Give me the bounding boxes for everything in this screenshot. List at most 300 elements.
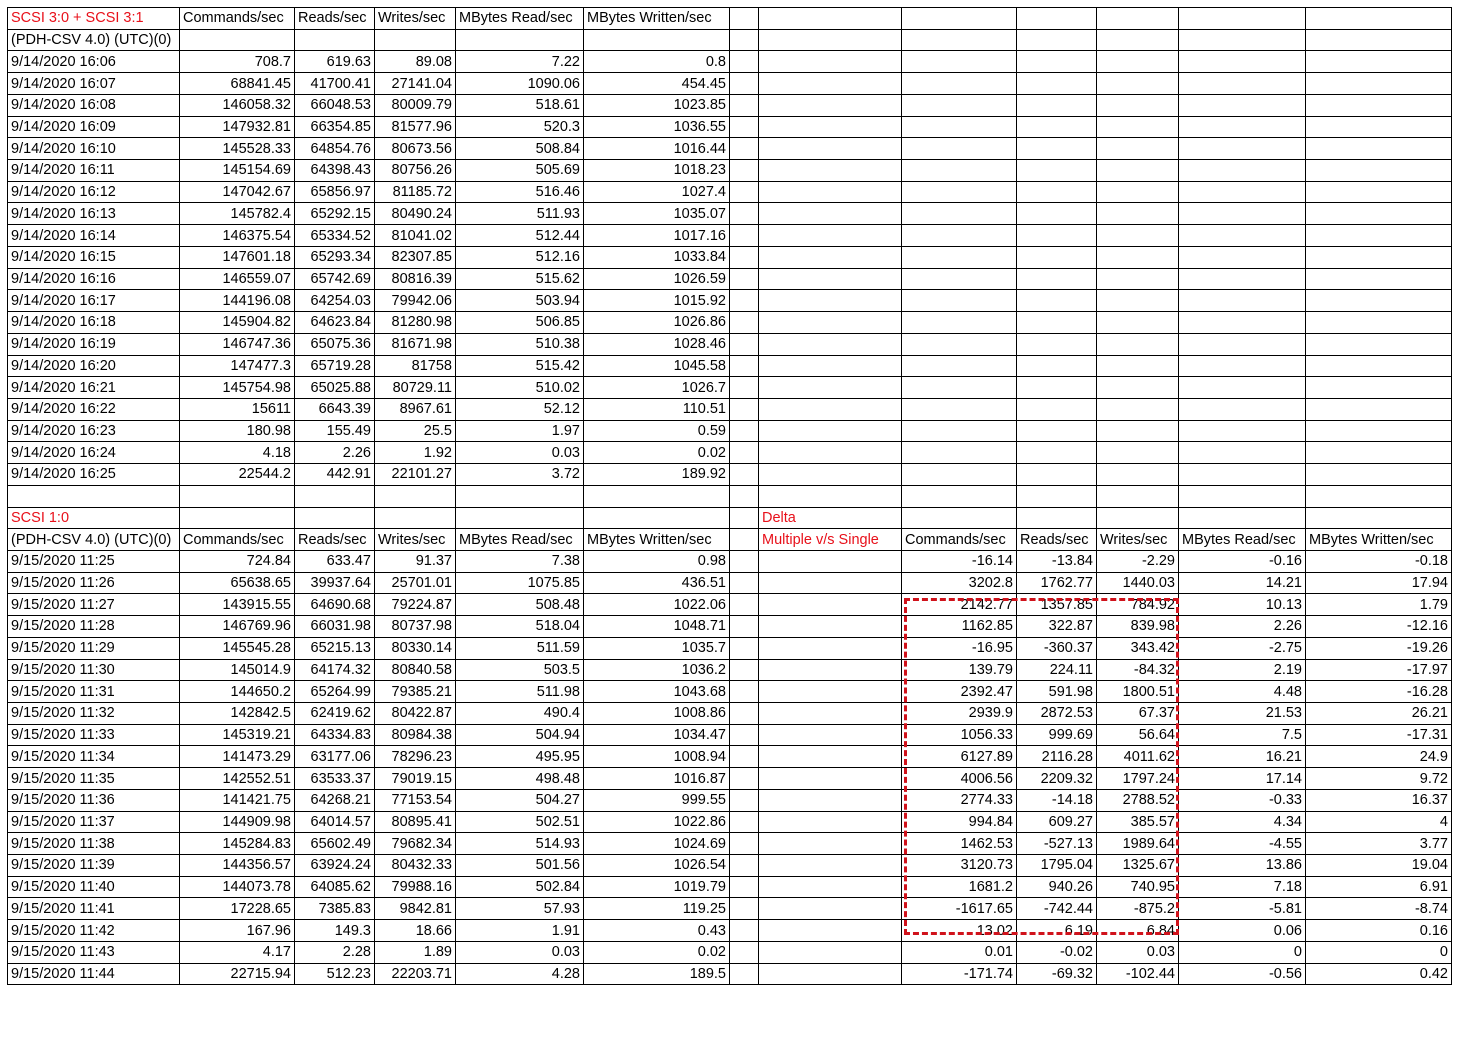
- value-cell[interactable]: 2.26: [295, 442, 375, 464]
- value-cell[interactable]: 511.93: [456, 203, 584, 225]
- value-cell[interactable]: 1015.92: [584, 290, 730, 312]
- empty-cell[interactable]: [759, 833, 902, 855]
- value-cell[interactable]: 39937.64: [295, 572, 375, 594]
- value-cell[interactable]: 65293.34: [295, 246, 375, 268]
- empty-cell[interactable]: [1179, 485, 1306, 507]
- empty-cell[interactable]: [730, 746, 759, 768]
- empty-cell[interactable]: [1179, 116, 1306, 138]
- value-cell[interactable]: 490.4: [456, 703, 584, 725]
- value-cell[interactable]: 64854.76: [295, 138, 375, 160]
- empty-cell[interactable]: [730, 855, 759, 877]
- value-cell[interactable]: 1.97: [456, 420, 584, 442]
- value-cell[interactable]: 1.92: [375, 442, 456, 464]
- delta-value-cell[interactable]: 1762.77: [1017, 572, 1097, 594]
- delta-value-cell[interactable]: -875.2: [1097, 898, 1179, 920]
- empty-cell[interactable]: [1179, 312, 1306, 334]
- timestamp-cell[interactable]: 9/15/2020 11:36: [8, 789, 180, 811]
- delta-value-cell[interactable]: 21.53: [1179, 703, 1306, 725]
- value-cell[interactable]: 1017.16: [584, 225, 730, 247]
- empty-cell[interactable]: [1017, 290, 1097, 312]
- empty-cell[interactable]: [1017, 442, 1097, 464]
- value-cell[interactable]: 1008.86: [584, 703, 730, 725]
- empty-cell[interactable]: [759, 442, 902, 464]
- column-header-mb_read[interactable]: MBytes Read/sec: [456, 8, 584, 30]
- empty-cell[interactable]: [730, 398, 759, 420]
- empty-cell[interactable]: [730, 420, 759, 442]
- delta-value-cell[interactable]: 0.42: [1306, 963, 1452, 985]
- empty-cell[interactable]: [759, 464, 902, 486]
- empty-cell[interactable]: [1097, 73, 1179, 95]
- delta-value-cell[interactable]: 2116.28: [1017, 746, 1097, 768]
- empty-cell[interactable]: [1017, 181, 1097, 203]
- value-cell[interactable]: 65215.13: [295, 637, 375, 659]
- empty-cell[interactable]: [295, 29, 375, 51]
- value-cell[interactable]: 27141.04: [375, 73, 456, 95]
- timestamp-cell[interactable]: 9/15/2020 11:27: [8, 594, 180, 616]
- timestamp-cell[interactable]: 9/15/2020 11:33: [8, 724, 180, 746]
- empty-cell[interactable]: [1017, 94, 1097, 116]
- delta-value-cell[interactable]: 0.16: [1306, 920, 1452, 942]
- empty-cell[interactable]: [1306, 398, 1452, 420]
- delta-value-cell[interactable]: 1440.03: [1097, 572, 1179, 594]
- empty-cell[interactable]: [730, 572, 759, 594]
- delta-value-cell[interactable]: 26.21: [1306, 703, 1452, 725]
- empty-cell[interactable]: [730, 160, 759, 182]
- column-header-reads[interactable]: Reads/sec: [295, 529, 375, 551]
- column-header-commands[interactable]: Commands/sec: [180, 8, 295, 30]
- empty-cell[interactable]: [759, 94, 902, 116]
- empty-cell[interactable]: [730, 51, 759, 73]
- delta-value-cell[interactable]: -0.56: [1179, 963, 1306, 985]
- value-cell[interactable]: 81671.98: [375, 333, 456, 355]
- value-cell[interactable]: 1026.7: [584, 377, 730, 399]
- empty-cell[interactable]: [730, 681, 759, 703]
- empty-cell[interactable]: [584, 507, 730, 529]
- value-cell[interactable]: 0.03: [456, 941, 584, 963]
- delta-value-cell[interactable]: 1797.24: [1097, 768, 1179, 790]
- value-cell[interactable]: 80330.14: [375, 637, 456, 659]
- value-cell[interactable]: 1027.4: [584, 181, 730, 203]
- delta-value-cell[interactable]: 4.34: [1179, 811, 1306, 833]
- empty-cell[interactable]: [730, 920, 759, 942]
- empty-cell[interactable]: [759, 572, 902, 594]
- delta-value-cell[interactable]: 1162.85: [902, 616, 1017, 638]
- timestamp-cell[interactable]: 9/14/2020 16:07: [8, 73, 180, 95]
- delta-value-cell[interactable]: 4006.56: [902, 768, 1017, 790]
- delta-value-cell[interactable]: 16.21: [1179, 746, 1306, 768]
- empty-cell[interactable]: [1097, 160, 1179, 182]
- empty-cell[interactable]: [730, 464, 759, 486]
- empty-cell[interactable]: [759, 203, 902, 225]
- empty-cell[interactable]: [1179, 181, 1306, 203]
- timestamp-cell[interactable]: 9/15/2020 11:34: [8, 746, 180, 768]
- empty-cell[interactable]: [730, 963, 759, 985]
- value-cell[interactable]: 508.48: [456, 594, 584, 616]
- delta-value-cell[interactable]: 24.9: [1306, 746, 1452, 768]
- empty-cell[interactable]: [1306, 355, 1452, 377]
- value-cell[interactable]: 146747.36: [180, 333, 295, 355]
- value-cell[interactable]: 0.98: [584, 550, 730, 572]
- value-cell[interactable]: 8967.61: [375, 398, 456, 420]
- empty-cell[interactable]: [730, 898, 759, 920]
- value-cell[interactable]: 66048.53: [295, 94, 375, 116]
- value-cell[interactable]: 63924.24: [295, 855, 375, 877]
- empty-cell[interactable]: [759, 355, 902, 377]
- empty-cell[interactable]: [902, 290, 1017, 312]
- column-header-writes[interactable]: Writes/sec: [375, 8, 456, 30]
- delta-value-cell[interactable]: 3.77: [1306, 833, 1452, 855]
- empty-cell[interactable]: [730, 333, 759, 355]
- value-cell[interactable]: 79682.34: [375, 833, 456, 855]
- value-cell[interactable]: 63177.06: [295, 746, 375, 768]
- empty-cell[interactable]: [1306, 203, 1452, 225]
- value-cell[interactable]: 0.59: [584, 420, 730, 442]
- empty-cell[interactable]: [730, 116, 759, 138]
- empty-cell[interactable]: [730, 637, 759, 659]
- empty-cell[interactable]: [759, 637, 902, 659]
- empty-cell[interactable]: [1306, 420, 1452, 442]
- value-cell[interactable]: 145319.21: [180, 724, 295, 746]
- timestamp-cell[interactable]: 9/14/2020 16:13: [8, 203, 180, 225]
- empty-cell[interactable]: [456, 485, 584, 507]
- value-cell[interactable]: 147601.18: [180, 246, 295, 268]
- empty-cell[interactable]: [759, 116, 902, 138]
- value-cell[interactable]: 1075.85: [456, 572, 584, 594]
- empty-cell[interactable]: [1179, 160, 1306, 182]
- value-cell[interactable]: 1023.85: [584, 94, 730, 116]
- delta-value-cell[interactable]: -19.26: [1306, 637, 1452, 659]
- empty-cell[interactable]: [902, 203, 1017, 225]
- value-cell[interactable]: 145284.83: [180, 833, 295, 855]
- value-cell[interactable]: 189.92: [584, 464, 730, 486]
- value-cell[interactable]: 1022.86: [584, 811, 730, 833]
- value-cell[interactable]: 89.08: [375, 51, 456, 73]
- empty-cell[interactable]: [730, 181, 759, 203]
- value-cell[interactable]: 145782.4: [180, 203, 295, 225]
- value-cell[interactable]: 1022.06: [584, 594, 730, 616]
- delta-value-cell[interactable]: 17.94: [1306, 572, 1452, 594]
- empty-cell[interactable]: [1306, 225, 1452, 247]
- value-cell[interactable]: 141473.29: [180, 746, 295, 768]
- timestamp-cell[interactable]: 9/15/2020 11:29: [8, 637, 180, 659]
- value-cell[interactable]: 65856.97: [295, 181, 375, 203]
- empty-cell[interactable]: [1179, 464, 1306, 486]
- timestamp-cell[interactable]: 9/14/2020 16:22: [8, 398, 180, 420]
- empty-cell[interactable]: [730, 876, 759, 898]
- empty-cell[interactable]: [759, 768, 902, 790]
- delta-value-cell[interactable]: 19.04: [1306, 855, 1452, 877]
- empty-cell[interactable]: [730, 616, 759, 638]
- timestamp-cell[interactable]: 9/15/2020 11:39: [8, 855, 180, 877]
- empty-cell[interactable]: [730, 594, 759, 616]
- empty-cell[interactable]: [1306, 485, 1452, 507]
- delta-value-cell[interactable]: -0.16: [1179, 550, 1306, 572]
- value-cell[interactable]: 144650.2: [180, 681, 295, 703]
- empty-cell[interactable]: [1306, 160, 1452, 182]
- value-cell[interactable]: 1018.23: [584, 160, 730, 182]
- value-cell[interactable]: 504.27: [456, 789, 584, 811]
- value-cell[interactable]: 145904.82: [180, 312, 295, 334]
- delta-value-cell[interactable]: 1325.67: [1097, 855, 1179, 877]
- empty-cell[interactable]: [759, 225, 902, 247]
- empty-cell[interactable]: [902, 442, 1017, 464]
- empty-cell[interactable]: [1306, 29, 1452, 51]
- timestamp-cell[interactable]: 9/15/2020 11:40: [8, 876, 180, 898]
- value-cell[interactable]: 65638.65: [180, 572, 295, 594]
- value-cell[interactable]: 1016.87: [584, 768, 730, 790]
- value-cell[interactable]: 1043.68: [584, 681, 730, 703]
- empty-cell[interactable]: [759, 8, 902, 30]
- value-cell[interactable]: 1048.71: [584, 616, 730, 638]
- empty-cell[interactable]: [1097, 398, 1179, 420]
- timestamp-cell[interactable]: 9/15/2020 11:30: [8, 659, 180, 681]
- delta-value-cell[interactable]: -742.44: [1017, 898, 1097, 920]
- empty-cell[interactable]: [8, 485, 180, 507]
- delta-value-cell[interactable]: 2.26: [1179, 616, 1306, 638]
- delta-value-cell[interactable]: 740.95: [1097, 876, 1179, 898]
- empty-cell[interactable]: [180, 485, 295, 507]
- delta-value-cell[interactable]: 1056.33: [902, 724, 1017, 746]
- value-cell[interactable]: 504.94: [456, 724, 584, 746]
- empty-cell[interactable]: [902, 420, 1017, 442]
- timestamp-cell[interactable]: 9/14/2020 16:21: [8, 377, 180, 399]
- delta-value-cell[interactable]: 1462.53: [902, 833, 1017, 855]
- spreadsheet-grid[interactable]: [7, 7, 1452, 985]
- value-cell[interactable]: 144356.57: [180, 855, 295, 877]
- empty-cell[interactable]: [1179, 73, 1306, 95]
- value-cell[interactable]: 80816.39: [375, 268, 456, 290]
- empty-cell[interactable]: [759, 789, 902, 811]
- timestamp-cell[interactable]: 9/14/2020 16:18: [8, 312, 180, 334]
- value-cell[interactable]: 77153.54: [375, 789, 456, 811]
- delta-value-cell[interactable]: -14.18: [1017, 789, 1097, 811]
- value-cell[interactable]: 64334.83: [295, 724, 375, 746]
- delta-value-cell[interactable]: 7.5: [1179, 724, 1306, 746]
- value-cell[interactable]: 144073.78: [180, 876, 295, 898]
- value-cell[interactable]: 1036.55: [584, 116, 730, 138]
- value-cell[interactable]: 65292.15: [295, 203, 375, 225]
- delta-value-cell[interactable]: 1.79: [1306, 594, 1452, 616]
- value-cell[interactable]: 145014.9: [180, 659, 295, 681]
- timestamp-cell[interactable]: 9/14/2020 16:09: [8, 116, 180, 138]
- empty-cell[interactable]: [759, 855, 902, 877]
- empty-cell[interactable]: [1306, 377, 1452, 399]
- empty-cell[interactable]: [1306, 333, 1452, 355]
- value-cell[interactable]: 2.28: [295, 941, 375, 963]
- empty-cell[interactable]: [1097, 138, 1179, 160]
- delta-value-cell[interactable]: 7.18: [1179, 876, 1306, 898]
- value-cell[interactable]: 510.38: [456, 333, 584, 355]
- value-cell[interactable]: 144196.08: [180, 290, 295, 312]
- delta-title[interactable]: Delta: [759, 507, 902, 529]
- empty-cell[interactable]: [1097, 333, 1179, 355]
- empty-cell[interactable]: [730, 73, 759, 95]
- delta-value-cell[interactable]: -5.81: [1179, 898, 1306, 920]
- timestamp-cell[interactable]: 9/15/2020 11:31: [8, 681, 180, 703]
- empty-cell[interactable]: [759, 398, 902, 420]
- timestamp-cell[interactable]: 9/14/2020 16:25: [8, 464, 180, 486]
- delta-value-cell[interactable]: 2774.33: [902, 789, 1017, 811]
- value-cell[interactable]: 22203.71: [375, 963, 456, 985]
- delta-value-cell[interactable]: -360.37: [1017, 637, 1097, 659]
- delta-value-cell[interactable]: -0.33: [1179, 789, 1306, 811]
- empty-cell[interactable]: [1097, 8, 1179, 30]
- empty-cell[interactable]: [1097, 355, 1179, 377]
- empty-cell[interactable]: [759, 51, 902, 73]
- delta-value-cell[interactable]: 13.86: [1179, 855, 1306, 877]
- delta-value-cell[interactable]: 10.13: [1179, 594, 1306, 616]
- value-cell[interactable]: 64623.84: [295, 312, 375, 334]
- value-cell[interactable]: 1035.7: [584, 637, 730, 659]
- empty-cell[interactable]: [1179, 268, 1306, 290]
- timestamp-cell[interactable]: 9/14/2020 16:12: [8, 181, 180, 203]
- value-cell[interactable]: 79385.21: [375, 681, 456, 703]
- empty-cell[interactable]: [759, 290, 902, 312]
- value-cell[interactable]: 4.18: [180, 442, 295, 464]
- delta-value-cell[interactable]: 2939.9: [902, 703, 1017, 725]
- value-cell[interactable]: 80737.98: [375, 616, 456, 638]
- empty-cell[interactable]: [1097, 420, 1179, 442]
- empty-cell[interactable]: [1017, 485, 1097, 507]
- value-cell[interactable]: 65719.28: [295, 355, 375, 377]
- empty-cell[interactable]: [1179, 203, 1306, 225]
- empty-cell[interactable]: [1017, 268, 1097, 290]
- empty-cell[interactable]: [759, 616, 902, 638]
- value-cell[interactable]: 145528.33: [180, 138, 295, 160]
- value-cell[interactable]: 145154.69: [180, 160, 295, 182]
- value-cell[interactable]: 80895.41: [375, 811, 456, 833]
- delta-value-cell[interactable]: 6.84: [1097, 920, 1179, 942]
- value-cell[interactable]: 149.3: [295, 920, 375, 942]
- delta-value-cell[interactable]: 16.37: [1306, 789, 1452, 811]
- value-cell[interactable]: 512.23: [295, 963, 375, 985]
- delta-value-cell[interactable]: -4.55: [1179, 833, 1306, 855]
- delta-value-cell[interactable]: -102.44: [1097, 963, 1179, 985]
- value-cell[interactable]: 180.98: [180, 420, 295, 442]
- empty-cell[interactable]: [1097, 442, 1179, 464]
- empty-cell[interactable]: [1017, 355, 1097, 377]
- empty-cell[interactable]: [759, 659, 902, 681]
- value-cell[interactable]: 1036.2: [584, 659, 730, 681]
- value-cell[interactable]: 7.38: [456, 550, 584, 572]
- empty-cell[interactable]: [759, 268, 902, 290]
- delta-value-cell[interactable]: 609.27: [1017, 811, 1097, 833]
- value-cell[interactable]: 1035.07: [584, 203, 730, 225]
- delta-value-cell[interactable]: -171.74: [902, 963, 1017, 985]
- empty-cell[interactable]: [1097, 464, 1179, 486]
- empty-cell[interactable]: [730, 268, 759, 290]
- empty-cell[interactable]: [902, 181, 1017, 203]
- empty-cell[interactable]: [180, 29, 295, 51]
- timestamp-cell[interactable]: 9/14/2020 16:23: [8, 420, 180, 442]
- empty-cell[interactable]: [759, 724, 902, 746]
- delta-value-cell[interactable]: 0.06: [1179, 920, 1306, 942]
- column-header-mb_read[interactable]: MBytes Read/sec: [456, 529, 584, 551]
- column-header-mb_written[interactable]: MBytes Written/sec: [584, 529, 730, 551]
- empty-cell[interactable]: [759, 29, 902, 51]
- value-cell[interactable]: 498.48: [456, 768, 584, 790]
- value-cell[interactable]: 436.51: [584, 572, 730, 594]
- value-cell[interactable]: 62419.62: [295, 703, 375, 725]
- value-cell[interactable]: 146375.54: [180, 225, 295, 247]
- empty-cell[interactable]: [1306, 268, 1452, 290]
- empty-cell[interactable]: [730, 377, 759, 399]
- empty-cell[interactable]: [902, 160, 1017, 182]
- empty-cell[interactable]: [730, 203, 759, 225]
- empty-cell[interactable]: [1017, 203, 1097, 225]
- empty-cell[interactable]: [1306, 51, 1452, 73]
- empty-cell[interactable]: [295, 507, 375, 529]
- value-cell[interactable]: 454.45: [584, 73, 730, 95]
- value-cell[interactable]: 999.55: [584, 789, 730, 811]
- empty-cell[interactable]: [1017, 398, 1097, 420]
- value-cell[interactable]: 1016.44: [584, 138, 730, 160]
- empty-cell[interactable]: [730, 246, 759, 268]
- empty-cell[interactable]: [759, 377, 902, 399]
- value-cell[interactable]: 65264.99: [295, 681, 375, 703]
- empty-cell[interactable]: [730, 833, 759, 855]
- value-cell[interactable]: 511.59: [456, 637, 584, 659]
- value-cell[interactable]: 25701.01: [375, 572, 456, 594]
- empty-cell[interactable]: [902, 355, 1017, 377]
- empty-cell[interactable]: [759, 876, 902, 898]
- timestamp-cell[interactable]: 9/15/2020 11:32: [8, 703, 180, 725]
- empty-cell[interactable]: [1306, 116, 1452, 138]
- value-cell[interactable]: 119.25: [584, 898, 730, 920]
- value-cell[interactable]: 142842.5: [180, 703, 295, 725]
- delta-value-cell[interactable]: -17.97: [1306, 659, 1452, 681]
- delta-value-cell[interactable]: 67.37: [1097, 703, 1179, 725]
- value-cell[interactable]: 4.17: [180, 941, 295, 963]
- empty-cell[interactable]: [902, 51, 1017, 73]
- delta-column-header-reads[interactable]: Reads/sec: [1017, 529, 1097, 551]
- section2-title[interactable]: SCSI 1:0: [8, 507, 180, 529]
- empty-cell[interactable]: [1306, 94, 1452, 116]
- value-cell[interactable]: 141421.75: [180, 789, 295, 811]
- value-cell[interactable]: 146058.32: [180, 94, 295, 116]
- empty-cell[interactable]: [1306, 312, 1452, 334]
- value-cell[interactable]: 511.98: [456, 681, 584, 703]
- value-cell[interactable]: 3.72: [456, 464, 584, 486]
- delta-value-cell[interactable]: -13.84: [1017, 550, 1097, 572]
- value-cell[interactable]: 142552.51: [180, 768, 295, 790]
- delta-value-cell[interactable]: -12.16: [1306, 616, 1452, 638]
- empty-cell[interactable]: [730, 550, 759, 572]
- value-cell[interactable]: 81577.96: [375, 116, 456, 138]
- empty-cell[interactable]: [1306, 246, 1452, 268]
- delta-column-header-commands[interactable]: Commands/sec: [902, 529, 1017, 551]
- empty-cell[interactable]: [759, 160, 902, 182]
- empty-cell[interactable]: [759, 333, 902, 355]
- delta-value-cell[interactable]: 6.91: [1306, 876, 1452, 898]
- value-cell[interactable]: 0.43: [584, 920, 730, 942]
- empty-cell[interactable]: [1017, 333, 1097, 355]
- delta-value-cell[interactable]: 17.14: [1179, 768, 1306, 790]
- empty-cell[interactable]: [902, 8, 1017, 30]
- delta-value-cell[interactable]: 4.48: [1179, 681, 1306, 703]
- value-cell[interactable]: 1019.79: [584, 876, 730, 898]
- value-cell[interactable]: 79942.06: [375, 290, 456, 312]
- empty-cell[interactable]: [1097, 116, 1179, 138]
- empty-cell[interactable]: [759, 963, 902, 985]
- delta-value-cell[interactable]: 3120.73: [902, 855, 1017, 877]
- value-cell[interactable]: 80422.87: [375, 703, 456, 725]
- value-cell[interactable]: 66031.98: [295, 616, 375, 638]
- value-cell[interactable]: 1028.46: [584, 333, 730, 355]
- empty-cell[interactable]: [1097, 290, 1179, 312]
- empty-cell[interactable]: [1017, 73, 1097, 95]
- timestamp-cell[interactable]: 9/15/2020 11:43: [8, 941, 180, 963]
